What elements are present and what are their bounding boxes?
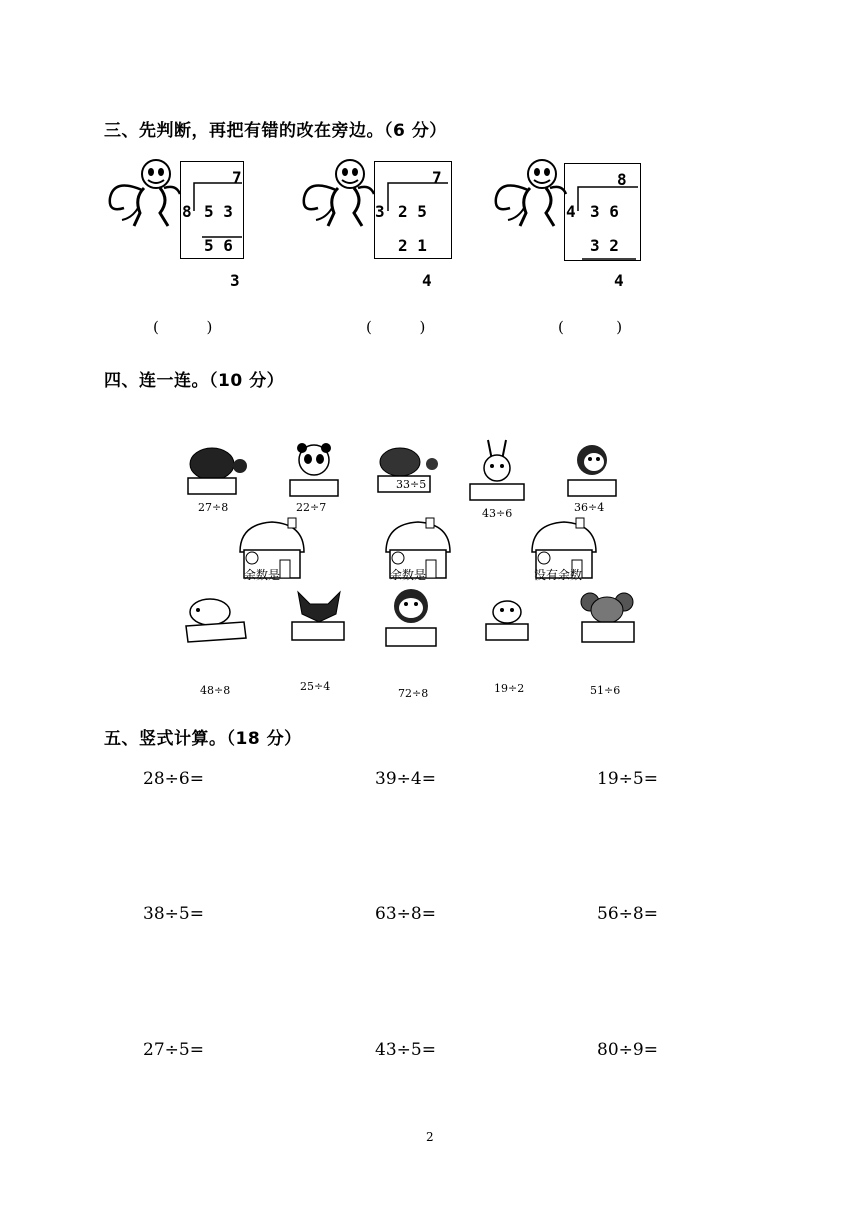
expression-label: 48÷8 <box>200 684 231 697</box>
section-3-title: 三、先判断，再把有错的改在旁边。（6 分） <box>104 121 447 141</box>
dividend: 2 5 <box>398 202 427 221</box>
answer-blank-1[interactable]: ( ) <box>153 318 213 336</box>
page-number: 2 <box>426 1130 434 1144</box>
mouse-icon <box>578 590 638 646</box>
quotient: 7 <box>432 168 442 187</box>
calc-problem: 28÷6= <box>143 769 204 789</box>
calc-problem: 27÷5= <box>143 1040 204 1060</box>
product: 2 1 <box>398 236 427 255</box>
sheep-icon <box>184 596 250 648</box>
expression-label: 33÷5 <box>396 478 427 491</box>
calc-problem: 38÷5= <box>143 904 204 924</box>
monkey-icon <box>566 442 618 498</box>
house-label: 没有余数 <box>534 568 583 582</box>
monkey-icon <box>490 158 572 228</box>
expression-label: 43÷6 <box>482 507 513 520</box>
rabbit-icon <box>466 436 528 504</box>
dividend: 3 6 <box>590 202 619 221</box>
monkey-icon <box>382 586 440 648</box>
section-4-title: 四、连一连。（10 分） <box>104 371 285 391</box>
panda-icon <box>288 442 340 498</box>
expression-label: 36÷4 <box>574 501 605 514</box>
divisor: 3 <box>375 202 385 221</box>
house-label: 余数是 <box>244 568 281 582</box>
expression-label: 22÷7 <box>296 501 327 514</box>
calc-problem: 63÷8= <box>375 904 436 924</box>
section-5-title: 五、竖式计算。（18 分） <box>104 729 302 749</box>
dividend: 5 3 <box>204 202 233 221</box>
calc-problem: 39÷4= <box>375 769 436 789</box>
divisor: 4 <box>566 202 576 221</box>
quotient: 8 <box>617 170 627 189</box>
turtle-icon <box>186 442 250 498</box>
hamster-icon <box>482 598 532 644</box>
monkey-icon <box>104 158 186 228</box>
expression-label: 27÷8 <box>198 501 229 514</box>
answer-blank-2[interactable]: ( ) <box>366 318 426 336</box>
fox-icon <box>290 586 348 644</box>
calc-problem: 19÷5= <box>597 769 658 789</box>
house-label: 余数是 <box>390 568 427 582</box>
calc-problem: 43÷5= <box>375 1040 436 1060</box>
product: 5 6 <box>204 236 233 255</box>
quotient: 7 <box>232 168 242 187</box>
expression-label: 25÷4 <box>300 680 331 693</box>
answer-blank-3[interactable]: ( ) <box>558 318 623 336</box>
expression-label: 51÷6 <box>590 684 621 697</box>
calc-problem: 80÷9= <box>597 1040 658 1060</box>
remainder: 4 <box>422 271 432 290</box>
expression-label: 72÷8 <box>398 687 429 700</box>
calc-problem: 56÷8= <box>597 904 658 924</box>
remainder: 4 <box>614 271 624 290</box>
product: 3 2 <box>590 236 619 255</box>
divisor: 8 <box>182 202 192 221</box>
remainder: 3 <box>230 271 240 290</box>
expression-label: 19÷2 <box>494 682 525 695</box>
monkey-icon <box>298 158 380 228</box>
